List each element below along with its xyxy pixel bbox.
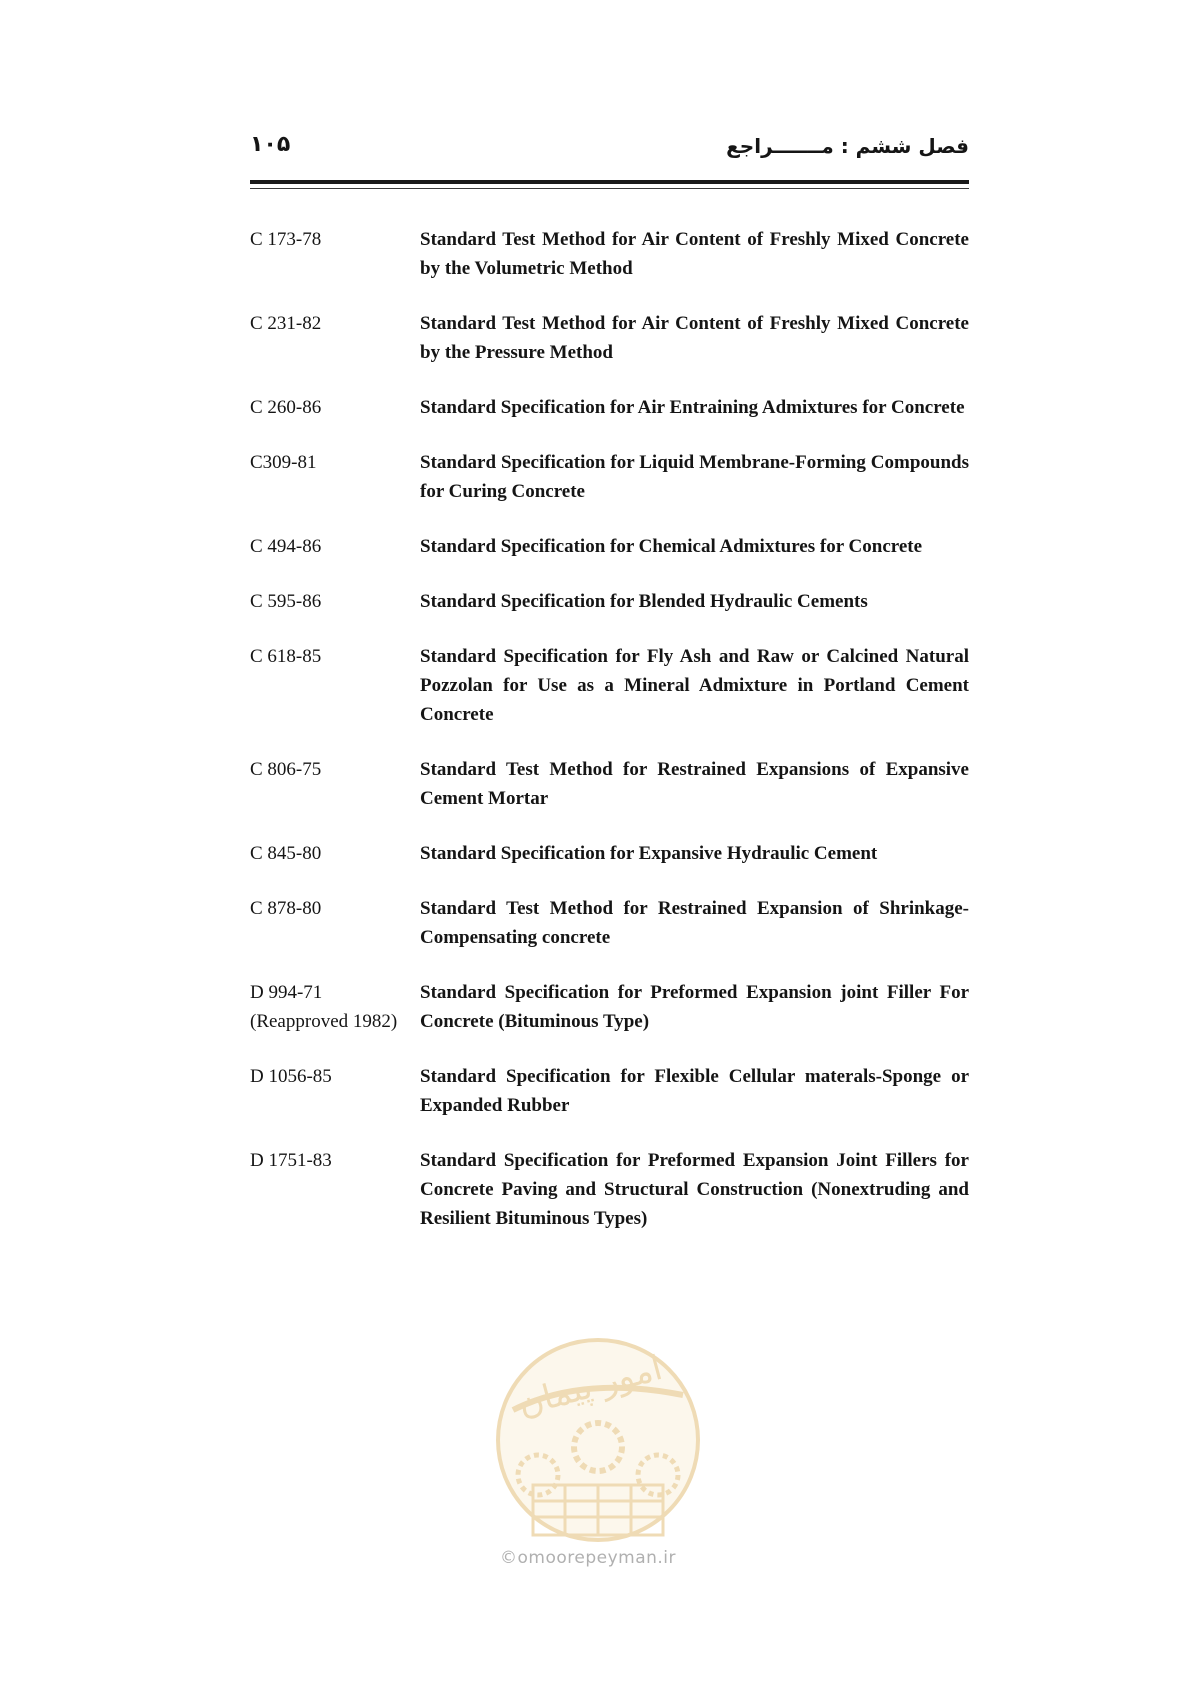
- reference-code-line: C 618-85: [250, 646, 322, 667]
- reference-row: [250, 978, 969, 1036]
- reference-description: Standard Specification for Preformed Expansion Joint Fillers for Concrete Paving and Structural Construction (Nonextruding and Resilient Bituminous Types): [420, 1150, 969, 1229]
- watermark-logo: [493, 1335, 703, 1545]
- reference-code-line: C 878-80: [250, 898, 322, 919]
- reference-code: [250, 642, 420, 729]
- reference-code-line: C 595-86: [250, 591, 322, 612]
- reference-code-line: D 1751-83: [250, 1150, 332, 1171]
- reference-description: Standard Specification for Blended Hydraulic Cements: [420, 591, 868, 612]
- reference-code-line: C 845-80: [250, 843, 322, 864]
- reference-description: Standard Test Method for Air Content of Freshly Mixed Concrete by the Volumetric Method: [420, 229, 969, 279]
- reference-row: [250, 309, 969, 367]
- reference-row: [250, 532, 969, 561]
- reference-code-line: (Reapproved 1982): [250, 1011, 398, 1032]
- reference-code-line: D 1056-85: [250, 1066, 332, 1087]
- reference-description: Standard Specification for Preformed Expansion joint Filler For Concrete (Bituminous Type): [420, 982, 969, 1032]
- reference-description: Standard Specification for Flexible Cellular materals-Sponge or Expanded Rubber: [420, 1066, 969, 1116]
- reference-code: [250, 532, 420, 561]
- reference-row: [250, 755, 969, 813]
- reference-code: [250, 309, 420, 367]
- reference-code-line: C 806-75: [250, 759, 322, 780]
- reference-code-line: C 494-86: [250, 536, 322, 557]
- header-rule-thick: [250, 180, 969, 184]
- reference-description: Standard Specification for Expansive Hydraulic Cement: [420, 843, 878, 864]
- copyright-icon: ©: [500, 1548, 518, 1568]
- reference-row: [250, 448, 969, 506]
- reference-description: Standard Test Method for Air Content of Freshly Mixed Concrete by the Pressure Method: [420, 313, 969, 363]
- reference-row: [250, 894, 969, 952]
- reference-description: Standard Specification for Fly Ash and Raw or Calcined Natural Pozzolan for Use as a Mineral Admixture in Portland Cement Concrete: [420, 646, 969, 725]
- reference-description: Standard Specification for Air Entraining Admixtures for Concrete: [420, 397, 965, 418]
- reference-description: Standard Test Method for Restrained Expansion of Shrinkage-Compensating concrete: [420, 898, 969, 948]
- watermark-logo-text: امور پیمان: [513, 1348, 667, 1425]
- reference-code: [250, 1146, 420, 1233]
- reference-description: Standard Specification for Liquid Membrane-Forming Compounds for Curing Concrete: [420, 452, 969, 502]
- reference-row: [250, 642, 969, 729]
- watermark-url: omoorepeyman.ir: [517, 1548, 677, 1568]
- reference-row: [250, 393, 969, 422]
- reference-row: [250, 1062, 969, 1120]
- reference-list: [250, 225, 969, 1259]
- reference-code-line: C 260-86: [250, 397, 322, 418]
- reference-row: [250, 225, 969, 283]
- reference-row: [250, 839, 969, 868]
- reference-code: [250, 755, 420, 813]
- reference-description: Standard Specification for Chemical Admixtures for Concrete: [420, 536, 923, 557]
- reference-code: [250, 978, 420, 1036]
- reference-code-line: C309-81: [250, 452, 317, 473]
- reference-code: [250, 393, 420, 422]
- reference-row: [250, 1146, 969, 1233]
- reference-code-line: C 231-82: [250, 313, 322, 334]
- reference-description: Standard Test Method for Restrained Expansions of Expansive Cement Mortar: [420, 759, 969, 809]
- reference-code: [250, 587, 420, 616]
- reference-code: [250, 448, 420, 506]
- header-rule-thin: [250, 188, 969, 189]
- chapter-title: فصل ششم : مـــــــراجع: [726, 134, 969, 158]
- page-number: ۱۰۵: [250, 132, 291, 157]
- reference-code: [250, 225, 420, 283]
- reference-code: [250, 839, 420, 868]
- reference-code-line: D 994-71: [250, 982, 323, 1003]
- reference-code-line: C 173-78: [250, 229, 322, 250]
- reference-code: [250, 894, 420, 952]
- reference-code: [250, 1062, 420, 1120]
- watermark-text: [500, 1548, 676, 1568]
- reference-row: [250, 587, 969, 616]
